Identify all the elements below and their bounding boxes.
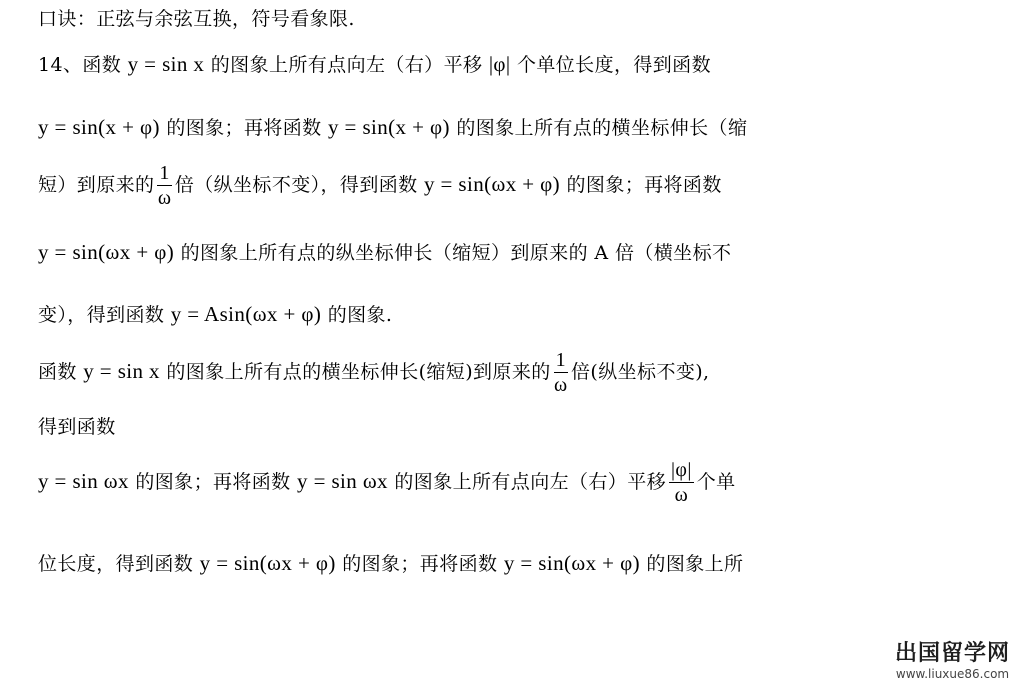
site-watermark [895, 636, 1010, 681]
mnemonic-line: 口诀：正弦与余弦互换，符号看象限. [38, 8, 355, 30]
watermark-logo-text: 出国留学网 [894, 641, 1010, 666]
text-line-7: 得到函数 [38, 416, 116, 438]
fraction: $\frac{1}{\omega}$ [554, 349, 568, 396]
formula: |φ| [488, 52, 511, 76]
formula: y = sin(ωx + φ) [423, 172, 561, 196]
text-line-1: 14、函数 y = sin x 的图象上所有点向左（右）平移 |φ| 个单位长度，得到函数 [38, 52, 711, 76]
formula: y = sin ωx [38, 469, 129, 493]
text-line-8: y = sin ωx 的图象；再将函数 y = sin ωx 的图象上所有点向左（右）平移 $\frac{|\varphi|}{\omega}$ 个单 [38, 459, 736, 506]
fraction: $\frac{1}{\omega}$ [157, 162, 172, 209]
formula: y = sin(x + φ) [38, 115, 160, 139]
formula: y = sin x [127, 52, 205, 76]
text-line-3: 短）到原来的 $\frac{1}{\omega}$ 倍（纵坐标不变），得到函数 y = sin(ωx + φ) 的图象；再将函数 [38, 162, 722, 209]
formula: y = sin ωx [297, 469, 388, 493]
text-line-4: y = sin(ωx + φ) 的图象上所有点的纵坐标伸长（缩短）到原来的 A 倍（横坐标不 [38, 240, 732, 264]
text-line-6: 函数 y = sin x 的图象上所有点的横坐标伸长(缩短)到原来的 $\frac{1}{\omega}$ 倍(纵坐标不变), [38, 349, 710, 396]
text-line-9: 位长度，得到函数 y = sin(ωx + φ) 的图象；再将函数 y = sin(ωx + φ) 的图象上所 [38, 551, 744, 575]
formula: y = sin(ωx + φ) [503, 551, 640, 575]
formula: y = sin(ωx + φ) [199, 551, 336, 575]
formula: y = Asin(ωx + φ) [170, 302, 322, 326]
formula: y = sin x [83, 359, 160, 383]
formula: y = sin(ωx + φ) [38, 240, 175, 264]
formula: y = sin(x + φ) [328, 115, 450, 139]
fraction: $\frac{|\varphi|}{\omega}$ [671, 459, 692, 506]
text-line-5: 变），得到函数 y = Asin(ωx + φ) 的图象. [38, 302, 393, 326]
text-line-2: y = sin(x + φ) 的图象；再将函数 y = sin(x + φ) 的图象上所有点的横坐标伸长（缩 [38, 115, 748, 139]
watermark-url: www.liuxue86.com [895, 667, 1010, 681]
